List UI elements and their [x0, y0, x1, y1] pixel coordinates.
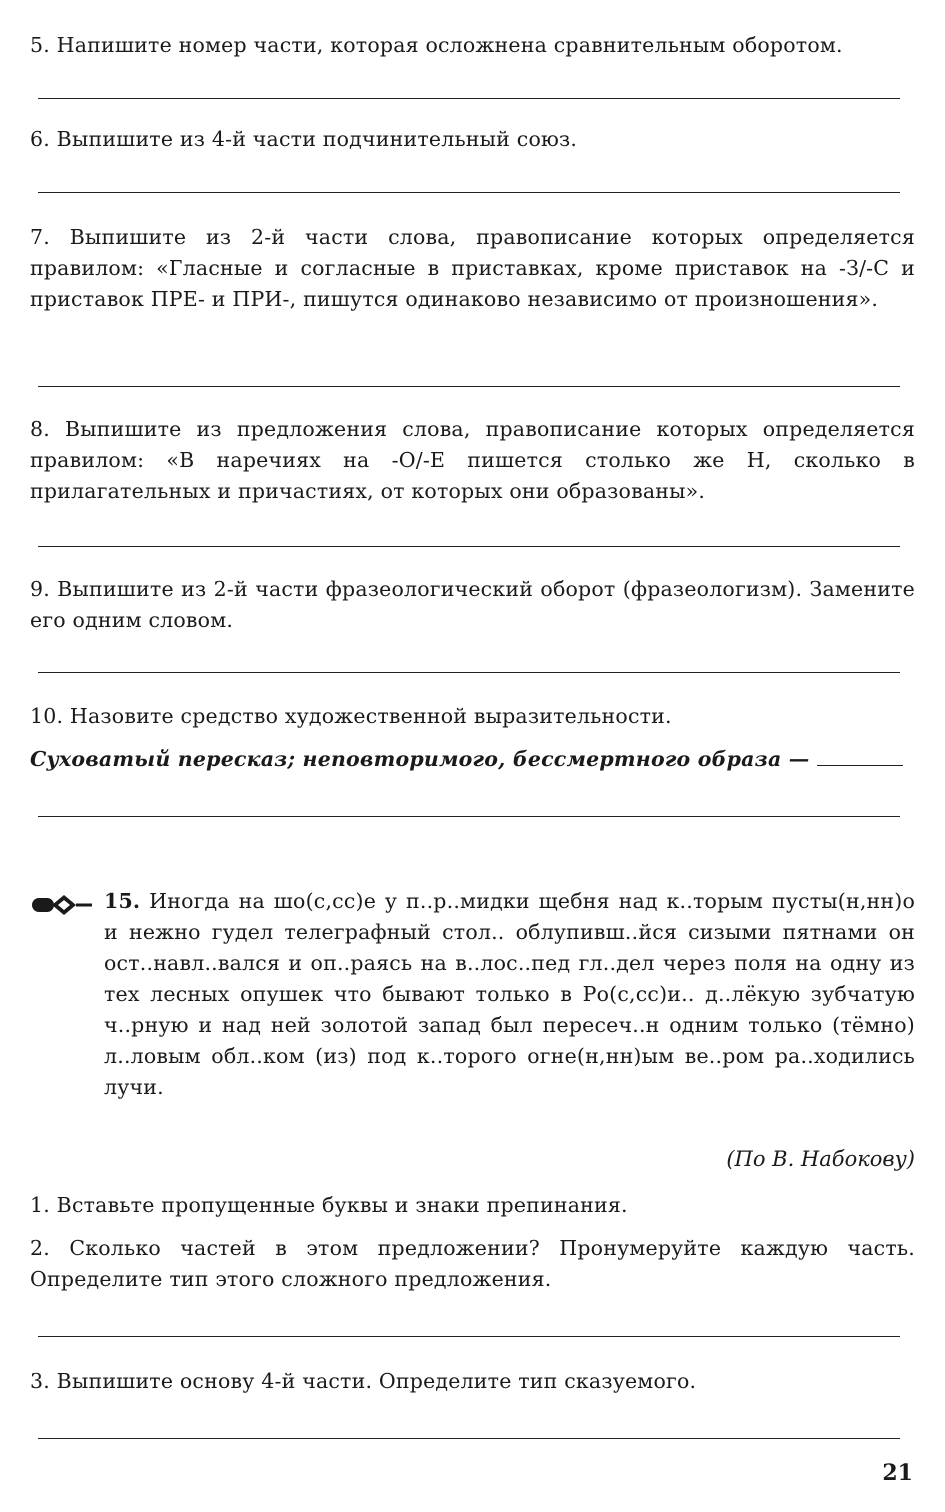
task-5-text: 5. Напишите номер части, которая осложнена сравнительным оборотом. — [30, 33, 843, 57]
exercise-question-2 — [30, 1233, 915, 1295]
exercise-question-1 — [30, 1190, 915, 1221]
answer-line-7 — [38, 386, 900, 387]
answer-line-9 — [38, 672, 900, 673]
task-6-text: 6. Выпишите из 4-й части подчинительный союз. — [30, 127, 578, 151]
exercise-15-text-block — [104, 886, 915, 1103]
page-number: 21 — [882, 1460, 913, 1486]
task-8-text: 8. Выпишите из предложения слова, правописание которых определяется правилом: «В наречиях на -О/-Е пишется столько же Н, сколько в прилагательных и причастиях, от которых они образованы». — [30, 417, 915, 503]
exercise-q2-text: 2. Сколько частей в этом предложении? Пронумеруйте каждую часть. Определите тип этого сложного предложения. — [30, 1236, 915, 1291]
answer-line-q2 — [38, 1336, 900, 1337]
exercise-text: Иногда на шо(с,сс)е у п..р..мидки щебня над к..торым пусты(н,нн)о и нежно гудел телеграфный стол.. облупивш..йся сизыми пятнами он ост..навл..вался и оп..раясь на в..лос..пед гл..дел через поля на одну из тех лесных опушек что бывают только в Ро(с,сс)и.. д..лёкую зубчатую ч..рную и над ней золотой запад был пересеч..н одним только (тёмно) л..ловым обл..ком (из) под к..торого огне(н,нн)ым ве..ром ра..ходились лучи. — [104, 889, 916, 1099]
task-10 — [30, 701, 915, 775]
exercise-15 — [30, 886, 915, 1103]
task-8 — [30, 414, 915, 507]
task-7 — [30, 222, 915, 315]
exercise-marker-icon — [30, 892, 100, 918]
task-6 — [30, 124, 915, 155]
answer-line-6 — [38, 192, 900, 193]
task-7-text: 7. Выпишите из 2-й части слова, правописание которых определяется правилом: «Гласные и согласные в приставках, кроме приставок на -З/-С и приставок ПРЕ- и ПРИ-, пишутся одинаково независимо от произношения». — [30, 225, 915, 311]
task-5 — [30, 30, 915, 61]
task-10-phrase-line — [30, 744, 915, 775]
exercise-q1-text: 1. Вставьте пропущенные буквы и знаки препинания. — [30, 1193, 628, 1217]
answer-line-10 — [38, 816, 900, 817]
exercise-author: (По В. Набокову) — [726, 1147, 915, 1171]
task-10-text: 10. Назовите средство художественной выразительности. — [30, 704, 672, 728]
exercise-question-3 — [30, 1366, 915, 1397]
exercise-q3-text: 3. Выпишите основу 4-й части. Определите тип сказуемого. — [30, 1369, 697, 1393]
task-9 — [30, 574, 915, 636]
answer-line-8 — [38, 546, 900, 547]
exercise-number: 15. — [104, 889, 141, 913]
task-9-text: 9. Выпишите из 2-й части фразеологический оборот (фразеологизм). Замените его одним словом. — [30, 577, 915, 632]
answer-line-5 — [38, 98, 900, 99]
task-10-phrase: Суховатый пересказ; неповторимого, бессмертного образа — — [30, 747, 810, 771]
task-10-inline-blank — [817, 747, 903, 766]
answer-line-q3 — [38, 1438, 900, 1439]
